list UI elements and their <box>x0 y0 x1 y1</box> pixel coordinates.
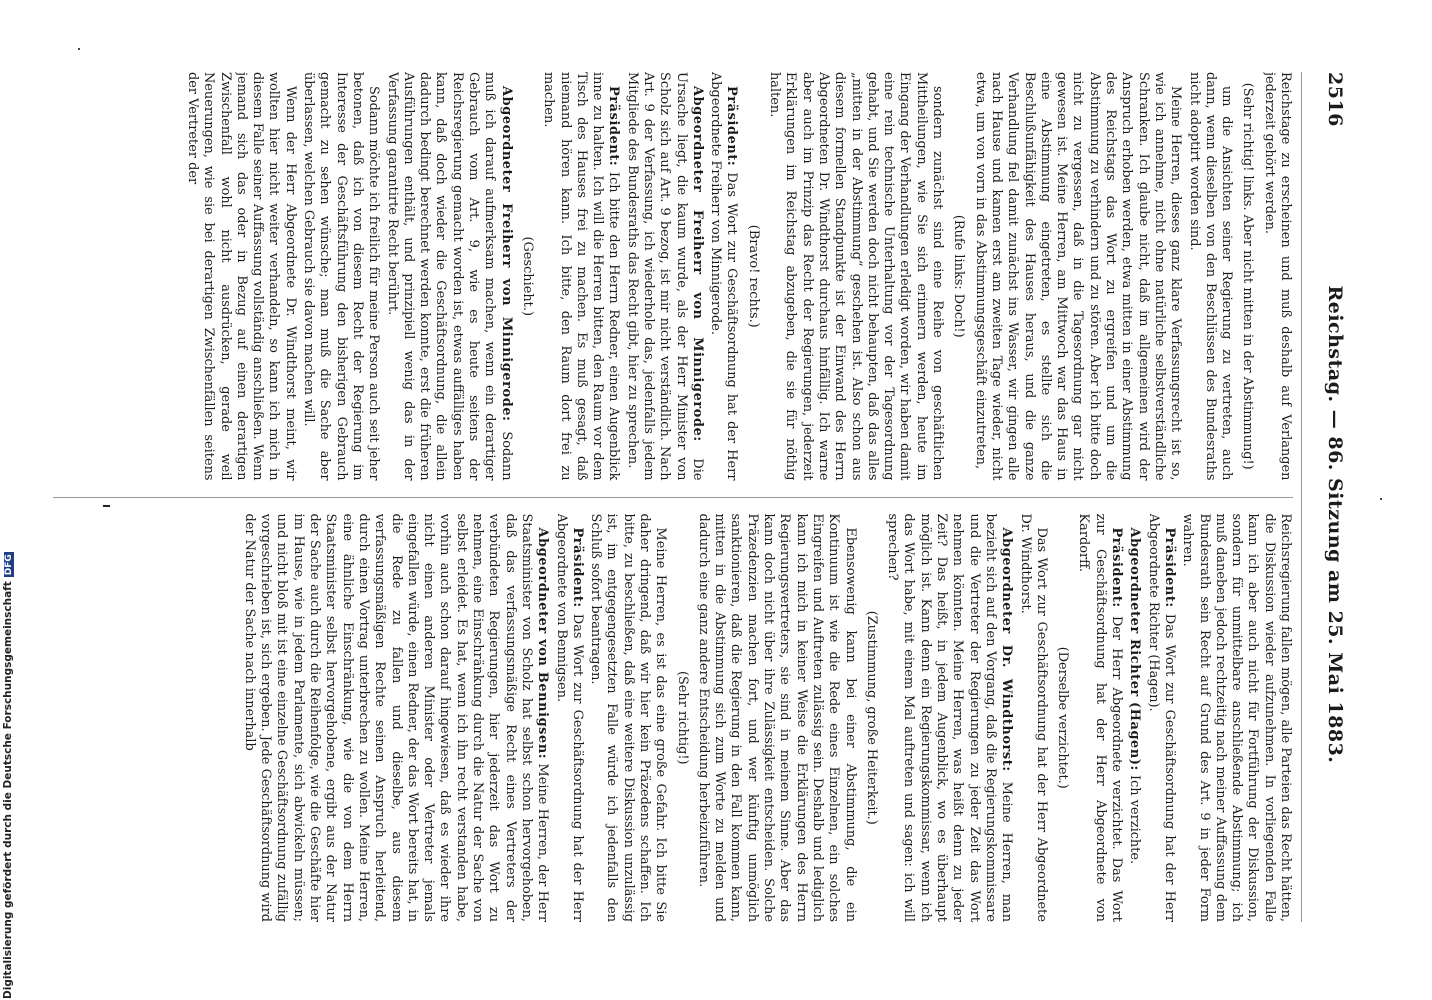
speaker-name: Präsident: <box>606 86 622 167</box>
speech-paragraph <box>1075 514 1124 923</box>
speech-paragraph <box>540 72 621 481</box>
stage-direction: (Derselbe verzichtet.) <box>1055 646 1071 789</box>
scan-dust <box>78 48 80 50</box>
speech-paragraph <box>1126 514 1142 923</box>
text-paragraph: Das Wort zur Geschäftsordnung hat der Herr Abgeordnete Dr. Windthorst. <box>1017 513 1049 922</box>
speech-text: Ich verzichte. <box>1127 775 1143 865</box>
speech-paragraph <box>707 72 740 481</box>
text-paragraph: Meine Herren, dieses ganz klare Verfassungsrecht ist so, wie ich annehme, nicht ohne natürliche selbstverständliche Schranken. Ich glaube nicht, daß im allgemeinen wird der Anspruch erhoben werden, etwa mitten in einer Abstimmung des Reichstags das Wort zu ergreifen und um die Abstimmung zu verhindern und zu stören. Aber ich bitte doch nicht zu vergessen, daß in die Tagesordnung gar nicht gewesen ist. Meine Herren, am Mittwoch war das Haus in eine Abstimmung eingetreten, es stellte sich die Beschlußunfähigkeit des Hauses heraus, und die ganze Verhandlung fiel damit zunächst ins Wasser, wir gingen alle nach Hause und kamen erst am zweiten Tage wieder, nicht etwa, um von vorn in das Abstimmungsgeschäft einzutreten, <box>972 72 1184 481</box>
text-paragraph: Sodann möchte ich freilich für meine Person auch seit jeher betonen, daß ich von diesem Recht der Regierung im Interesse der Geschäftsführung den bisherigen Gebrauch gemacht zu sehen wünsche; man muß die Sache aber überlassen, welchen Gebrauch sie davon machen will. <box>301 72 382 481</box>
speaker-name: Abgeordneter Dr. Windthorst: <box>999 527 1015 772</box>
stage-direction: (Sehr richtig! links. Aber nicht mitten in der Abstimmung!) <box>1240 82 1256 470</box>
funding-note <box>2 552 14 999</box>
column-divider <box>53 497 1293 498</box>
speech-paragraph <box>884 514 1014 923</box>
page-number: 2516 <box>1324 72 1346 127</box>
speaker-name: Präsident: <box>724 86 740 167</box>
speech-text: Das Wort zur Geschäftsordnung hat der Herr Abgeordnete Richter (Hagen). <box>1145 513 1177 922</box>
speaker-name: Abgeordneter Richter (Hagen): <box>1127 527 1143 771</box>
stage-direction: (Geschieht.) <box>519 236 535 316</box>
speaker-name: Abgeordneter von Bennigsen: <box>535 527 551 760</box>
text-column-right <box>53 514 1293 923</box>
speech-text: Meine Herren, man bezieht sich auf den Vorgang, daß die Regierungskommissare und die Vertreter der Regierungen zu jeder Zeit das Wort nehmen könnten. Meine Herren, was heißt denn zu jeder Zeit? Das heißt, in jedem Augenblick, wo es überhaupt möglich ist. Kann denn ein Regierungskommissar, wenn ich das Wort habe, mit einem Mal auftreten und sagen: ich will sprechen? <box>885 513 1015 922</box>
speech-text: Ich bitte den Herrn Redner, einen Augenblick inne zu halten. Ich will die Herren bitten, den Raum vor dem Tisch des Hauses frei zu machen. Es muß gesagt, daß niemand hören kann. Ich bitte, den Raum dort frei zu machen. <box>541 72 622 481</box>
speech-paragraph <box>241 514 551 923</box>
text-paragraph: Reichsregierung fallen mögen, alle Parteien das Recht hätten, die Diskussion wieder aufzunehmen. In vorliegenden Falle kann ich aber auch nicht für Fortführung der Diskussion, sondern für unmittelbare anschließende Abstimmung; ich muß daneben jedoch rechtzeitig nach meiner Auffassung dem Bundesrath sein Recht auf Grund des Art. 9 in jeder Form wahren. <box>1180 513 1293 922</box>
speaker-name: Präsident: <box>1109 527 1125 608</box>
speech-paragraph <box>552 514 585 923</box>
text-paragraph: Ebensowenig kann bei einer Abstimmung, die ein Kontinuum ist wie die Rede eines Einzelnen, ein solches Eingreifen und Auftreten zulässig sein. Deshalb und lediglich kann ich mich in keiner Weise die Erklärungen des Herrn Regierungsvertreters, sie sind in meinem Sinne. Aber das kann doch nicht über ihre Zulässigkeit entscheiden. Solche Präzedenzien machen fort, und wer künftig unmöglich sanktionieren, daß die Regierung in den Fall kommen kann, mitten in die Abstimmung sich zum Worte zu melden und dadurch eine ganz andere Entscheidung herbeizuführen. <box>695 513 858 922</box>
funding-text: Digitalisierung gefördert durch die Deutsche Forschungsgemeinschaft <box>2 581 14 999</box>
speaker-name: Abgeordneter Freiherr von Minnigerode: <box>689 86 705 442</box>
stage-direction: (Rufe links: Doch!) <box>951 214 967 338</box>
speaker-name: Präsident: <box>1161 527 1177 608</box>
speaker-name: Abgeordneter Freiherr von Minnigerode: <box>498 86 514 422</box>
text-paragraph: sondern zunächst sind eine Reihe von geschäftlichen Mittheilungen, wie Sie sich erinnern werden, heute im Eingang der Verhandlungen erledigt worden, wir haben damit eine rein technische Unterhaltung vor der Tagesordnung gehabt, und Sie werden doch nicht behaupten, daß das alles „mitten in der Abstimmung“ geschehen ist. Also schon aus diesem formellen Standpunkte ist der Einwand des Herrn Abgeordneten Dr. Windthorst durchaus hinfällig. Ich warne aber auch im Prinzip das Recht der Regierungen, jederzeit Erklärungen im Reichstag abzugeben, die sie für nöthig halten. <box>767 72 946 481</box>
speech-paragraph <box>623 72 704 481</box>
text-column-left <box>53 72 1293 481</box>
text-columns <box>53 72 1293 922</box>
speaker-name: Präsident: <box>569 527 585 608</box>
text-paragraph: um die Ansichten seiner Regierung zu vertreten, auch dann, wenn dieselben von den Beschlüssen des Bundesraths nicht adoptirt worden sind. <box>1186 72 1235 481</box>
text-paragraph: Meine Herren, es ist das eine große Gefahr. Ich bitte Sie daher dringend, daß wir hier kein Präzedens schaffen. Ich bitte, zu beschließen, daß eine weitere Diskussion unzulässig ist, im entgegengesetzten Falle würde ich jedenfalls den Schluß sofort beantragen. <box>588 513 669 922</box>
speech-text: Das Wort zur Geschäftsordnung hat der Herr Abgeordnete von Bennigsen. <box>553 513 585 922</box>
speech-text: Meine Herren, der Herr Staatsminister von Scholz hat selbst schon hervorgehoben, daß das verfassungsmäßige Recht eines Vertreters der verbündeten Regierungen, hier jederzeit das Wort zu nehmen, eine Einschränkung durch die Natur der Sache von selbst erleidet. Es hat, wenn ich ihn recht verstanden habe, vorhin auch schon darauf hingewiesen, daß es wieder ihre nicht einen anderen Minister oder Vertreter jemals eingefallen würde, einen Redner, der das Wort bereits hat, in die Rede zu fallen und dieselbe, aus diesem verfassungsmäßigen Rechte seinen Anspruch herleitend, durch einen Vortrag unterbrechen zu wollen. Meine Herren, eine ähnliche Einschränkung, wie die von dem Herrn Staatsminister selbst hervorgehobene, ergibt aus der Natur der Sache auch durch die Reihenfolge, wie die Geschäfte hier im Hause, wie in jedem Parlamente, sich abwickeln müssen; und nicht bloß mit ist eine einzelne Geschäftsordnung zufällig vorgeschrieben ist, sich ergeben. Jede Geschäftsordnung wird der Natur der Sache nach innerhalb <box>241 513 551 922</box>
scan-mark <box>103 505 110 507</box>
speech-paragraph <box>383 72 513 481</box>
dfg-logo: DFG <box>4 554 14 576</box>
page-title: Reichstag. — 86. Sitzung am 25. Mai 1883. <box>1324 285 1346 764</box>
speech-text: Sodann muß ich darauf aufmerksam machen, wenn ein derartiger Gebrauch vom Art. 9, wie es heute seitens der Reichsregierung gemacht worden ist, etwas auffälliges haben kann, daß doch wieder die Geschäftsordnung, die allein dadurch bedingt berechnet werden konnte, erst die früheren Ausführungen enthält, und prinzipiell wenig das in der Verfassung garantirte Recht berührt. <box>384 72 514 481</box>
text-paragraph: Reichstage zu erscheinen und muß deshalb auf Verlangen jederzeit gehört werden. <box>1261 72 1293 481</box>
speech-paragraph <box>1144 514 1177 923</box>
page-header <box>1301 72 1346 922</box>
stage-direction: (Zustimmung, große Heiterkeit.) <box>863 610 879 825</box>
speech-text: Das Wort zur Geschäftsordnung hat der Herr Abgeordnete Freiherr von Minnigerode. <box>708 72 740 481</box>
speech-text: Der Herr Abgeordnete verzichtet. Das Wort zur Geschäftsordnung hat der Herr Abgeordnete von Kardorff. <box>1076 513 1125 922</box>
text-paragraph: Wenn der Herr Abgeordnete Dr. Windthorst meint, wir wollten hier nicht weiter verhandeln, so kann ich mich in diesem Falle seiner Auffassung vollständig anschließen. Wenn jemand sich das oder in Bezug auf einen derartigen Zwischenfall wohl nicht ausdrücken, gerade weil Neuerungen, wie sie bei derartigen Zwischenfällen seitens der Vertreter der <box>185 72 298 481</box>
stage-direction: (Bravo! rechts.) <box>745 224 761 328</box>
speech-text: Die Ursache liegt, die kaum wurde, als der Herr Minister von Scholz sich auf Art. 9 bezog, ist mir nicht verständlich. Nach Art. 9 der Verfassung, ich wiederhole das, jedenfalls jedem Mitgliede des Bundesraths das Recht gibt, hier zu sprechen. <box>624 72 705 481</box>
stage-direction: (Sehr richtig!) <box>674 670 690 765</box>
scan-dust <box>1380 498 1382 500</box>
